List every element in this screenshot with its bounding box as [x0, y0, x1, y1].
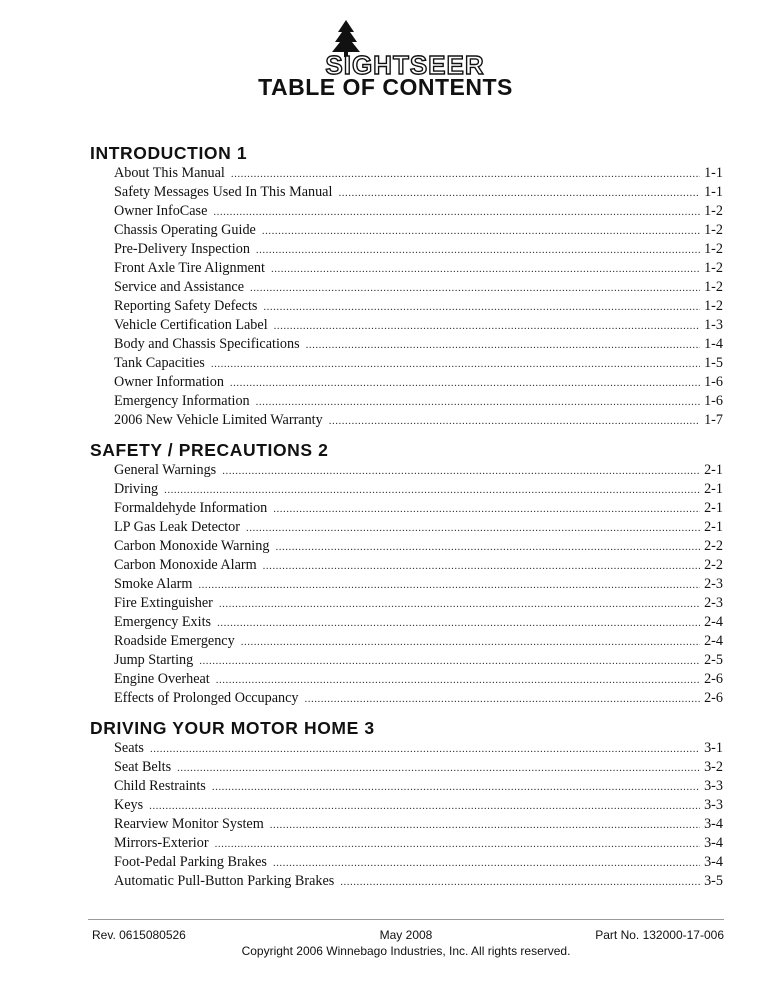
dot-leader	[222, 465, 700, 477]
toc-entry-page: 1-5	[704, 355, 723, 371]
dot-leader	[199, 655, 700, 667]
toc-entry[interactable]	[114, 778, 723, 797]
toc-entry-title: Reporting Safety Defects	[114, 298, 258, 314]
toc-entry-title: Emergency Exits	[114, 614, 212, 630]
toc-entry[interactable]	[114, 690, 723, 709]
page-title: TABLE OF CONTENTS	[258, 74, 513, 100]
toc-entry-page: 2-5	[704, 652, 723, 668]
toc-entry-page: 1-3	[704, 317, 723, 333]
dot-leader	[149, 800, 700, 812]
toc-entry[interactable]	[114, 671, 723, 690]
toc-entry[interactable]	[114, 374, 723, 393]
toc-entry[interactable]	[114, 576, 723, 595]
toc-entry[interactable]	[114, 481, 723, 500]
toc-entry[interactable]	[114, 652, 723, 671]
toc-entry[interactable]	[114, 222, 723, 241]
toc-entry-page: 1-2	[704, 203, 723, 219]
section-heading-safety: SAFETY / PRECAUTIONS 2	[90, 440, 329, 460]
toc-entry-page: 2-4	[704, 633, 723, 649]
dot-leader	[241, 636, 700, 648]
toc-entry[interactable]	[114, 184, 723, 203]
toc-entry-page: 3-1	[704, 740, 723, 756]
toc-entry-page: 1-1	[704, 165, 723, 181]
toc-entry-title: Keys	[114, 797, 144, 813]
section-heading-driving: DRIVING YOUR MOTOR HOME 3	[90, 718, 375, 738]
toc-entry-title: Jump Starting	[114, 652, 194, 668]
toc-entry[interactable]	[114, 298, 723, 317]
toc-entry-title: Foot-Pedal Parking Brakes	[114, 854, 267, 870]
toc-entry[interactable]	[114, 279, 723, 298]
toc-entry-title: Front Axle Tire Alignment	[114, 260, 265, 276]
dot-leader	[246, 522, 700, 534]
dot-leader	[231, 168, 700, 180]
dot-leader	[256, 396, 700, 408]
toc-entry-page: 1-7	[704, 412, 723, 428]
toc-entry-title: Engine Overheat	[114, 671, 210, 687]
dot-leader	[164, 484, 700, 496]
toc-entry-page: 3-4	[704, 835, 723, 851]
copyright-notice: Copyright 2006 Winnebago Industries, Inc. All rights reserved.	[241, 944, 571, 958]
toc-entry[interactable]	[114, 165, 723, 184]
toc-entry-title: 2006 New Vehicle Limited Warranty	[114, 412, 323, 428]
toc-entry[interactable]	[114, 260, 723, 279]
dot-leader	[263, 560, 700, 572]
toc-entry-title: Chassis Operating Guide	[114, 222, 256, 238]
toc-entry-title: Emergency Information	[114, 393, 250, 409]
dot-leader	[212, 781, 700, 793]
toc-entry-page: 2-3	[704, 595, 723, 611]
toc-entry-page: 3-2	[704, 759, 723, 775]
toc-entry-title: Pre-Delivery Inspection	[114, 241, 250, 257]
toc-entry-title: Effects of Prolonged Occupancy	[114, 690, 299, 706]
toc-entry[interactable]	[114, 203, 723, 222]
toc-entry-title: Driving	[114, 481, 159, 497]
dot-leader	[273, 857, 700, 869]
toc-entry-title: About This Manual	[114, 165, 225, 181]
dot-leader	[177, 762, 700, 774]
dot-leader	[275, 541, 700, 553]
dot-leader	[216, 674, 700, 686]
revision-number: Rev. 0615080526	[92, 928, 186, 942]
toc-entry-page: 2-6	[704, 690, 723, 706]
toc-entry-title: Owner InfoCase	[114, 203, 208, 219]
toc-entry[interactable]	[114, 336, 723, 355]
toc-list-driving	[114, 740, 723, 892]
toc-entry-title: Owner Information	[114, 374, 224, 390]
toc-entry[interactable]	[114, 557, 723, 576]
dot-leader	[217, 617, 700, 629]
dot-leader	[219, 598, 700, 610]
toc-entry-title: Seat Belts	[114, 759, 172, 775]
toc-list-introduction	[114, 165, 723, 431]
toc-entry[interactable]	[114, 241, 723, 260]
toc-entry-title: Fire Extinguisher	[114, 595, 213, 611]
toc-entry-page: 1-2	[704, 298, 723, 314]
toc-entry[interactable]	[114, 797, 723, 816]
toc-entry-page: 1-2	[704, 241, 723, 257]
toc-entry[interactable]	[114, 538, 723, 557]
toc-entry-page: 2-3	[704, 576, 723, 592]
dot-leader	[262, 225, 700, 237]
sightseer-logo	[300, 18, 510, 78]
toc-entry-title: LP Gas Leak Detector	[114, 519, 240, 535]
toc-entry-page: 1-6	[704, 374, 723, 390]
dot-leader	[274, 320, 700, 332]
toc-entry[interactable]	[114, 595, 723, 614]
dot-leader	[306, 339, 700, 351]
toc-entry-page: 2-1	[704, 481, 723, 497]
toc-entry-page: 2-1	[704, 462, 723, 478]
toc-entry-page: 2-2	[704, 538, 723, 554]
toc-entry[interactable]	[114, 462, 723, 481]
toc-entry-page: 1-2	[704, 279, 723, 295]
toc-entry-page: 3-3	[704, 797, 723, 813]
dot-leader	[230, 377, 700, 389]
toc-entry-title: Vehicle Certification Label	[114, 317, 268, 333]
toc-entry[interactable]	[114, 816, 723, 835]
dot-leader	[250, 282, 700, 294]
toc-entry[interactable]	[114, 633, 723, 652]
toc-entry-page: 1-1	[704, 184, 723, 200]
toc-entry-page: 3-4	[704, 816, 723, 832]
toc-entry-page: 3-4	[704, 854, 723, 870]
toc-entry-page: 2-1	[704, 500, 723, 516]
dot-leader	[271, 263, 700, 275]
dot-leader	[270, 819, 700, 831]
toc-entry-page: 1-6	[704, 393, 723, 409]
toc-entry-page: 3-5	[704, 873, 723, 889]
toc-entry-title: Rearview Monitor System	[114, 816, 264, 832]
dot-leader	[340, 876, 700, 888]
dot-leader	[256, 244, 700, 256]
toc-entry[interactable]	[114, 835, 723, 854]
dot-leader	[150, 743, 700, 755]
toc-entry-page: 3-3	[704, 778, 723, 794]
toc-entry[interactable]	[114, 500, 723, 519]
toc-entry-title: Safety Messages Used In This Manual	[114, 184, 333, 200]
footer-date: May 2008	[379, 928, 433, 942]
section-heading-introduction: INTRODUCTION 1	[90, 143, 248, 163]
toc-entry[interactable]	[114, 519, 723, 538]
toc-entry-page: 2-2	[704, 557, 723, 573]
logo-wordmark: SIGHTSEER	[325, 50, 485, 78]
toc-entry[interactable]	[114, 317, 723, 336]
dot-leader	[198, 579, 700, 591]
dot-leader	[213, 206, 700, 218]
dot-leader	[329, 415, 700, 427]
footer-divider	[88, 919, 724, 920]
toc-entry[interactable]	[114, 393, 723, 412]
toc-entry-title: Service and Assistance	[114, 279, 245, 295]
dot-leader	[211, 358, 700, 370]
toc-entry-title: Formaldehyde Information	[114, 500, 268, 516]
toc-entry[interactable]	[114, 412, 723, 431]
part-number: Part No. 132000-17-006	[595, 928, 724, 942]
toc-entry-page: 2-6	[704, 671, 723, 687]
toc-entry-title: Roadside Emergency	[114, 633, 235, 649]
toc-entry[interactable]	[114, 740, 723, 759]
toc-entry-title: Body and Chassis Specifications	[114, 336, 300, 352]
toc-entry-title: Child Restraints	[114, 778, 206, 794]
toc-entry-title: Seats	[114, 740, 144, 756]
toc-entry[interactable]	[114, 355, 723, 374]
toc-entry-title: Mirrors-Exterior	[114, 835, 209, 851]
toc-entry[interactable]	[114, 759, 723, 778]
toc-entry-title: Automatic Pull-Button Parking Brakes	[114, 873, 335, 889]
dot-leader	[273, 503, 700, 515]
toc-entry-page: 2-4	[704, 614, 723, 630]
toc-entry[interactable]	[114, 614, 723, 633]
dot-leader	[305, 693, 701, 705]
dot-leader	[215, 838, 701, 850]
dot-leader	[338, 187, 700, 199]
toc-entry-title: General Warnings	[114, 462, 217, 478]
dot-leader	[263, 301, 700, 313]
toc-entry-page: 2-1	[704, 519, 723, 535]
toc-entry[interactable]	[114, 854, 723, 873]
toc-entry-title: Smoke Alarm	[114, 576, 193, 592]
toc-entry-page: 1-4	[704, 336, 723, 352]
toc-entry[interactable]	[114, 873, 723, 892]
toc-entry-page: 1-2	[704, 222, 723, 238]
toc-entry-title: Carbon Monoxide Warning	[114, 538, 270, 554]
toc-entry-title: Tank Capacities	[114, 355, 205, 371]
toc-entry-title: Carbon Monoxide Alarm	[114, 557, 257, 573]
toc-list-safety	[114, 462, 723, 709]
toc-entry-page: 1-2	[704, 260, 723, 276]
